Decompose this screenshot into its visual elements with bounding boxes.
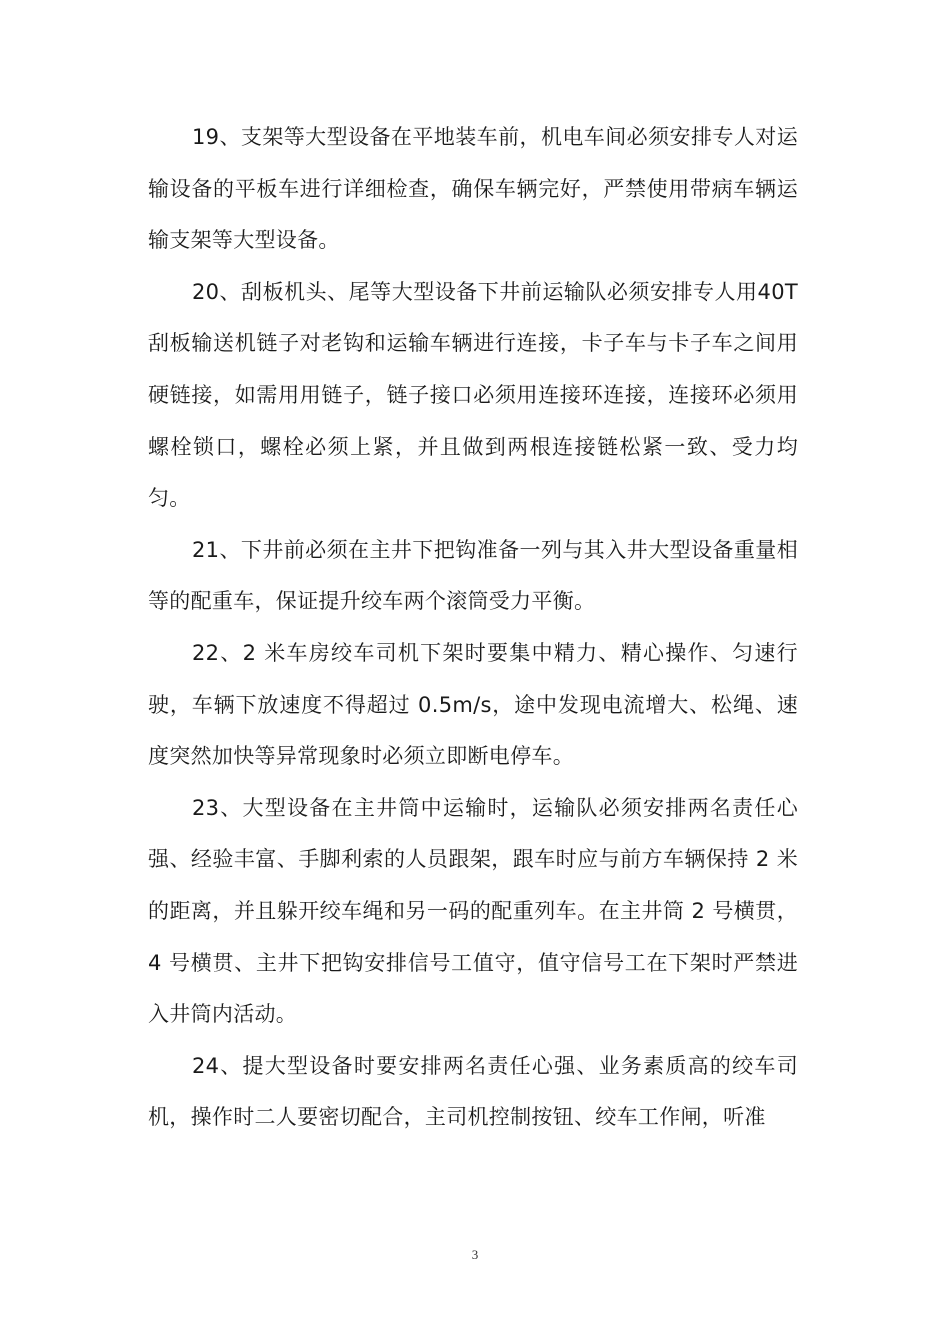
paragraph-21: 21、下井前必须在主井下把钩准备一列与其入井大型设备重量相等的配重车，保证提升绞车两个滚筒受力平衡。: [148, 537, 798, 614]
paragraph-22: 22、2 米车房绞车司机下架时要集中精力、精心操作、匀速行驶，车辆下放速度不得超过 0.5m/s，途中发现电流增大、松绳、速度突然加快等异常现象时必须立即断电停车。: [148, 640, 798, 769]
body-text: [148, 112, 798, 1144]
page-number: 3: [471, 1247, 479, 1262]
paragraph-19: 19、支架等大型设备在平地装车前，机电车间必须安排专人对运输设备的平板车进行详细检查，确保车辆完好，严禁使用带病车辆运输支架等大型设备。: [148, 125, 798, 253]
paragraph-20: 20、刮板机头、尾等大型设备下井前运输队必须安排专人用40T 刮板输送机链子对老钩和运输车辆进行连接，卡子车与卡子车之间用硬链接，如需用用链子，链子接口必须用连接环连接，连接环必须用螺栓锁口，螺栓必须上紧，并且做到两根连接链松紧一致、受力均匀。: [148, 279, 798, 511]
paragraph-24: 24、提大型设备时要安排两名责任心强、业务素质高的绞车司机，操作时二人要密切配合，主司机控制按钮、绞车工作闸，听准: [148, 1053, 798, 1130]
paragraph-23: 23、大型设备在主井筒中运输时，运输队必须安排两名责任心强、经验丰富、手脚利索的人员跟架，跟车时应与前方车辆保持 2 米的距离，并且躲开绞车绳和另一码的配重列车。在主井筒 2 号横贯，4 号横贯、主井下把钩安排信号工值守，值守信号工在下架时严禁进入井筒内活动。: [148, 795, 798, 1027]
